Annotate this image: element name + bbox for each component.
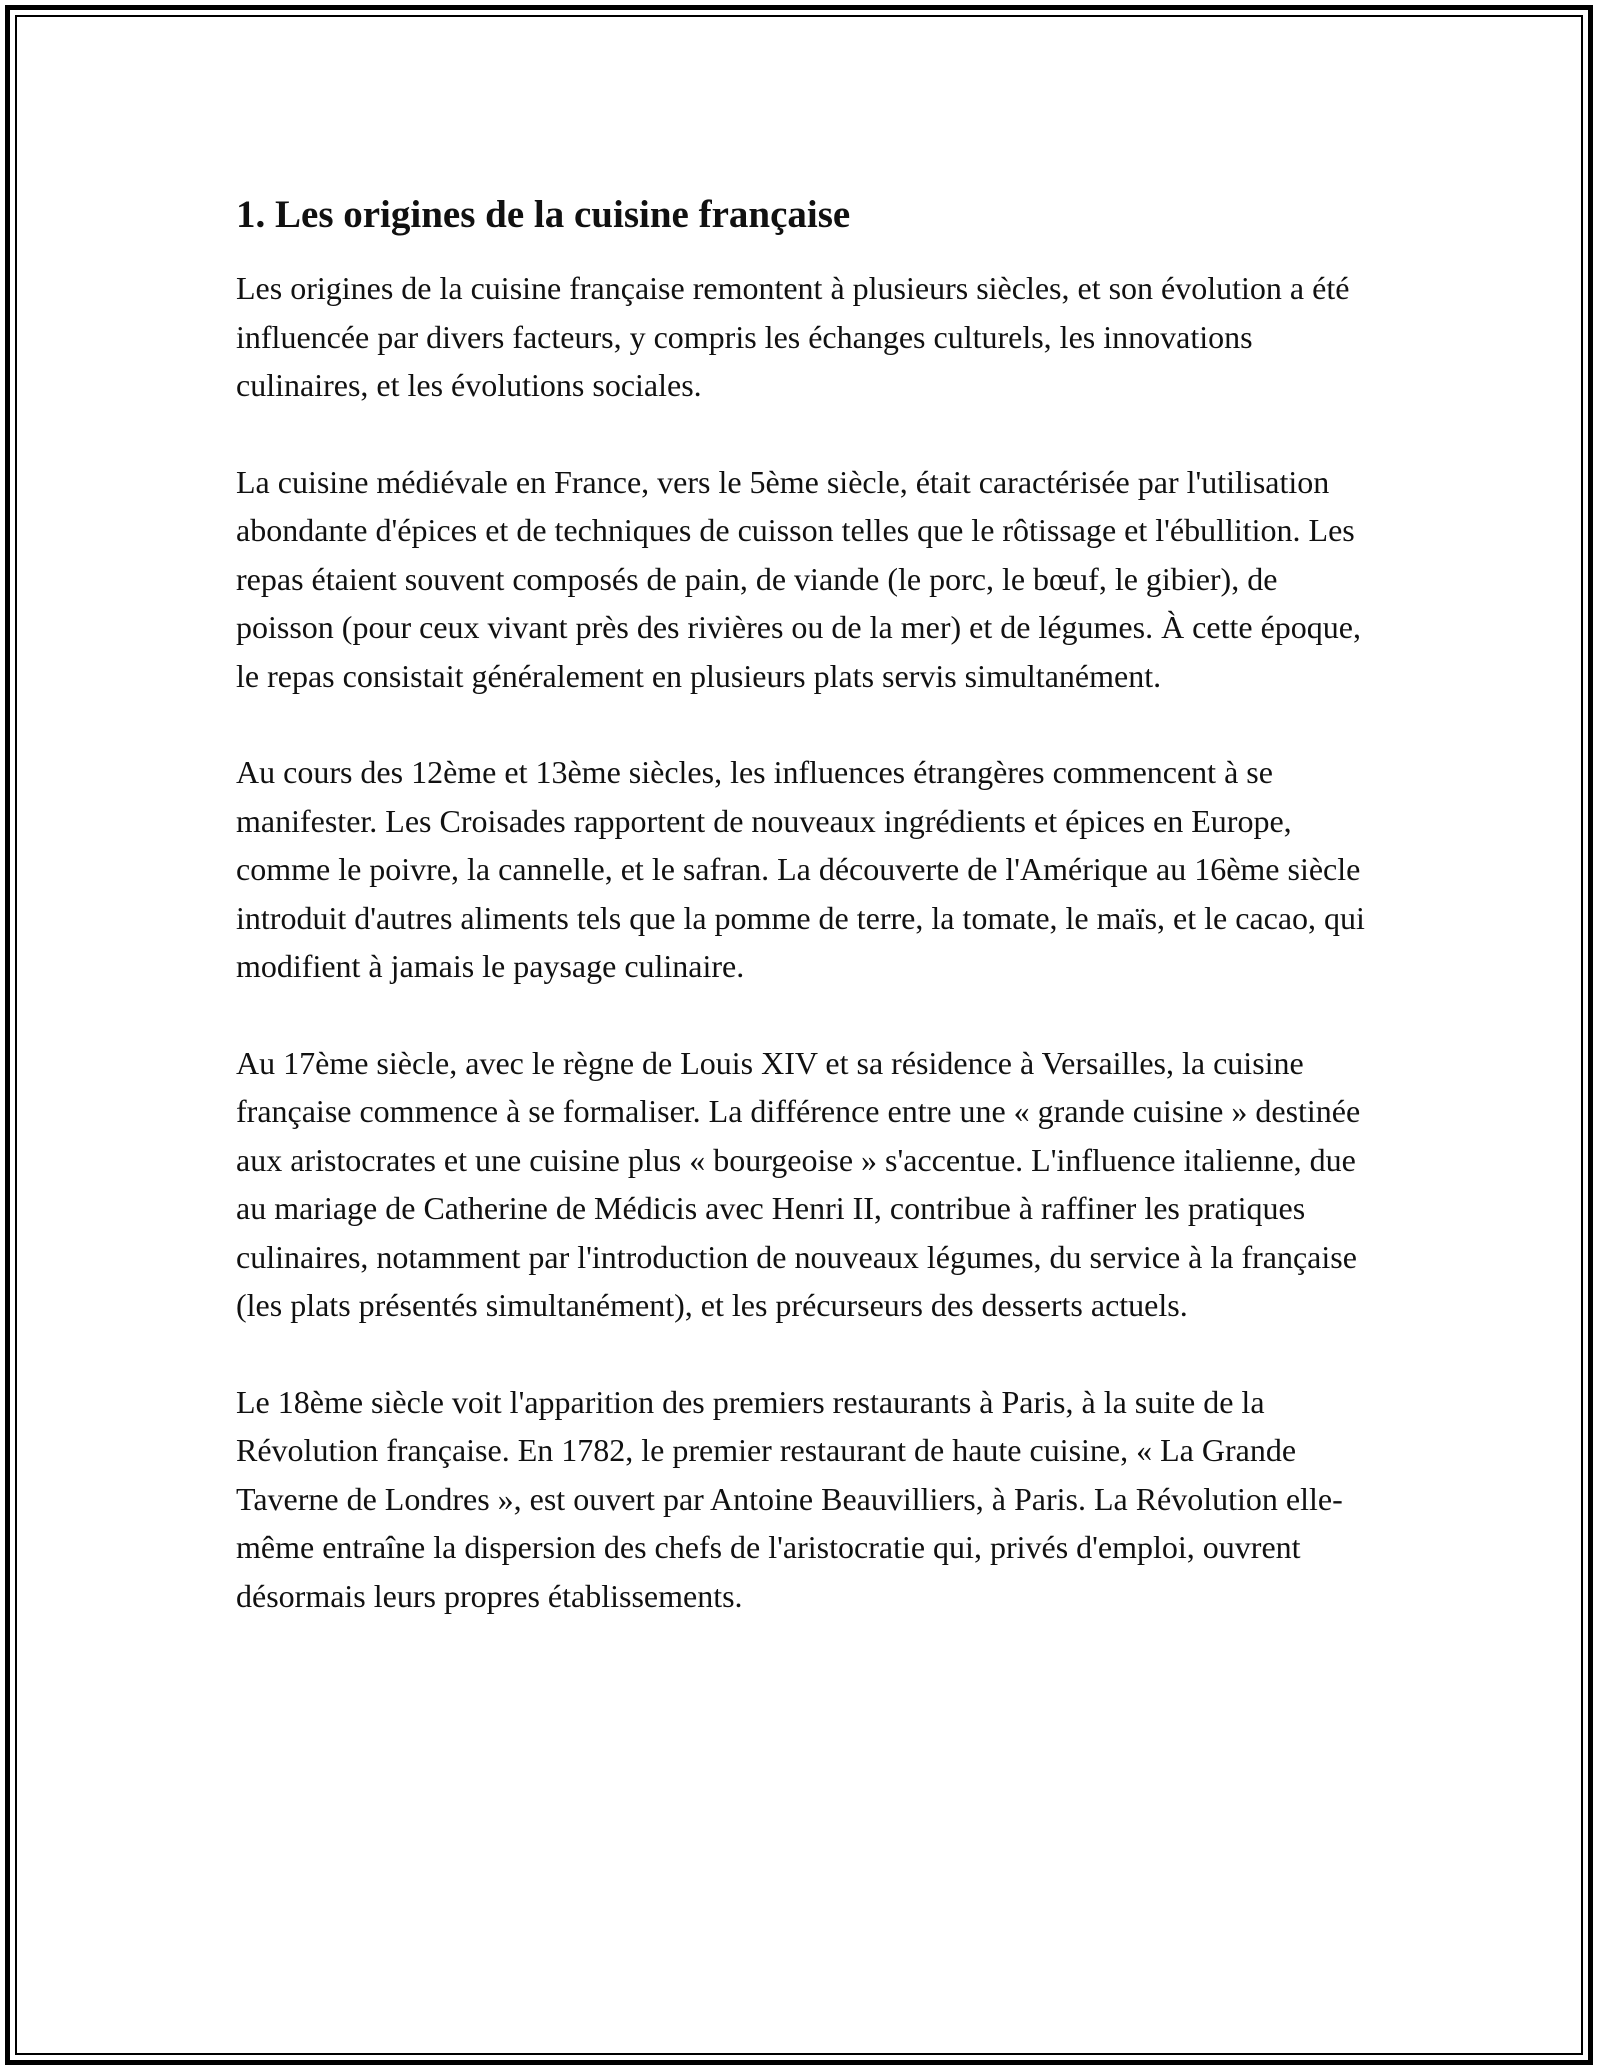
paragraph-17th-century: Au 17ème siècle, avec le règne de Louis XIV et sa résidence à Versailles, la cuisine française commence à se formaliser. La différence entre une « grande cuisine » destinée aux aristocrates et une cuisine plus « bourgeoise » s'accentue. L'influence italienne, due au mariage de Catherine de Médicis avec Henri II, contribue à raffiner les pratiques culinaires, notamment par l'introduction de nouveaux légumes, du service à la française (les plats présentés simultanément), et les précurseurs des desserts actuels. [236, 1044, 1361, 1323]
paragraph-intro: Les origines de la cuisine française remontent à plusieurs siècles, et son évolution a été influencée par divers facteurs, y compris les échanges culturels, les innovations culinaires, et les évolutions sociales. [236, 270, 1350, 403]
paragraph-medieval: La cuisine médiévale en France, vers le 5ème siècle, était caractérisée par l'utilisation abondante d'épices et de techniques de cuisson telles que le rôtissage et l'ébullition. Les repas étaient souvent composés de pain, de viande (le porc, le bœuf, le gibier), de poisson (pour ceux vivant près des rivières ou de la mer) et de légumes. À cette époque, le repas consistait généralement en plusieurs plats servis simultanément. [236, 463, 1361, 694]
section-title: 1. Les origines de la cuisine française [236, 193, 851, 236]
paragraph-foreign-influences: Au cours des 12ème et 13ème siècles, les influences étrangères commencent à se manifester. Les Croisades rapportent de nouveaux ingrédients et épices en Europe, comme le poivre, la cannelle, et le safran. La découverte de l'Amérique au 16ème siècle introduit d'autres aliments tels que la pomme de terre, la tomate, le maïs, et le cacao, qui modifient à jamais le paysage culinaire. [236, 754, 1365, 984]
paragraph-18th-century: Le 18ème siècle voit l'apparition des premiers restaurants à Paris, à la suite de la Révolution française. En 1782, le premier restaurant de haute cuisine, « La Grande Taverne de Londres », est ouvert par Antoine Beauvilliers, à Paris. La Révolution elle-même entraîne la dispersion des chefs de l'aristocratie qui, privés d'emploi, ouvrent désormais leurs propres établissements. [236, 1383, 1343, 1614]
document-body [236, 188, 1376, 1620]
